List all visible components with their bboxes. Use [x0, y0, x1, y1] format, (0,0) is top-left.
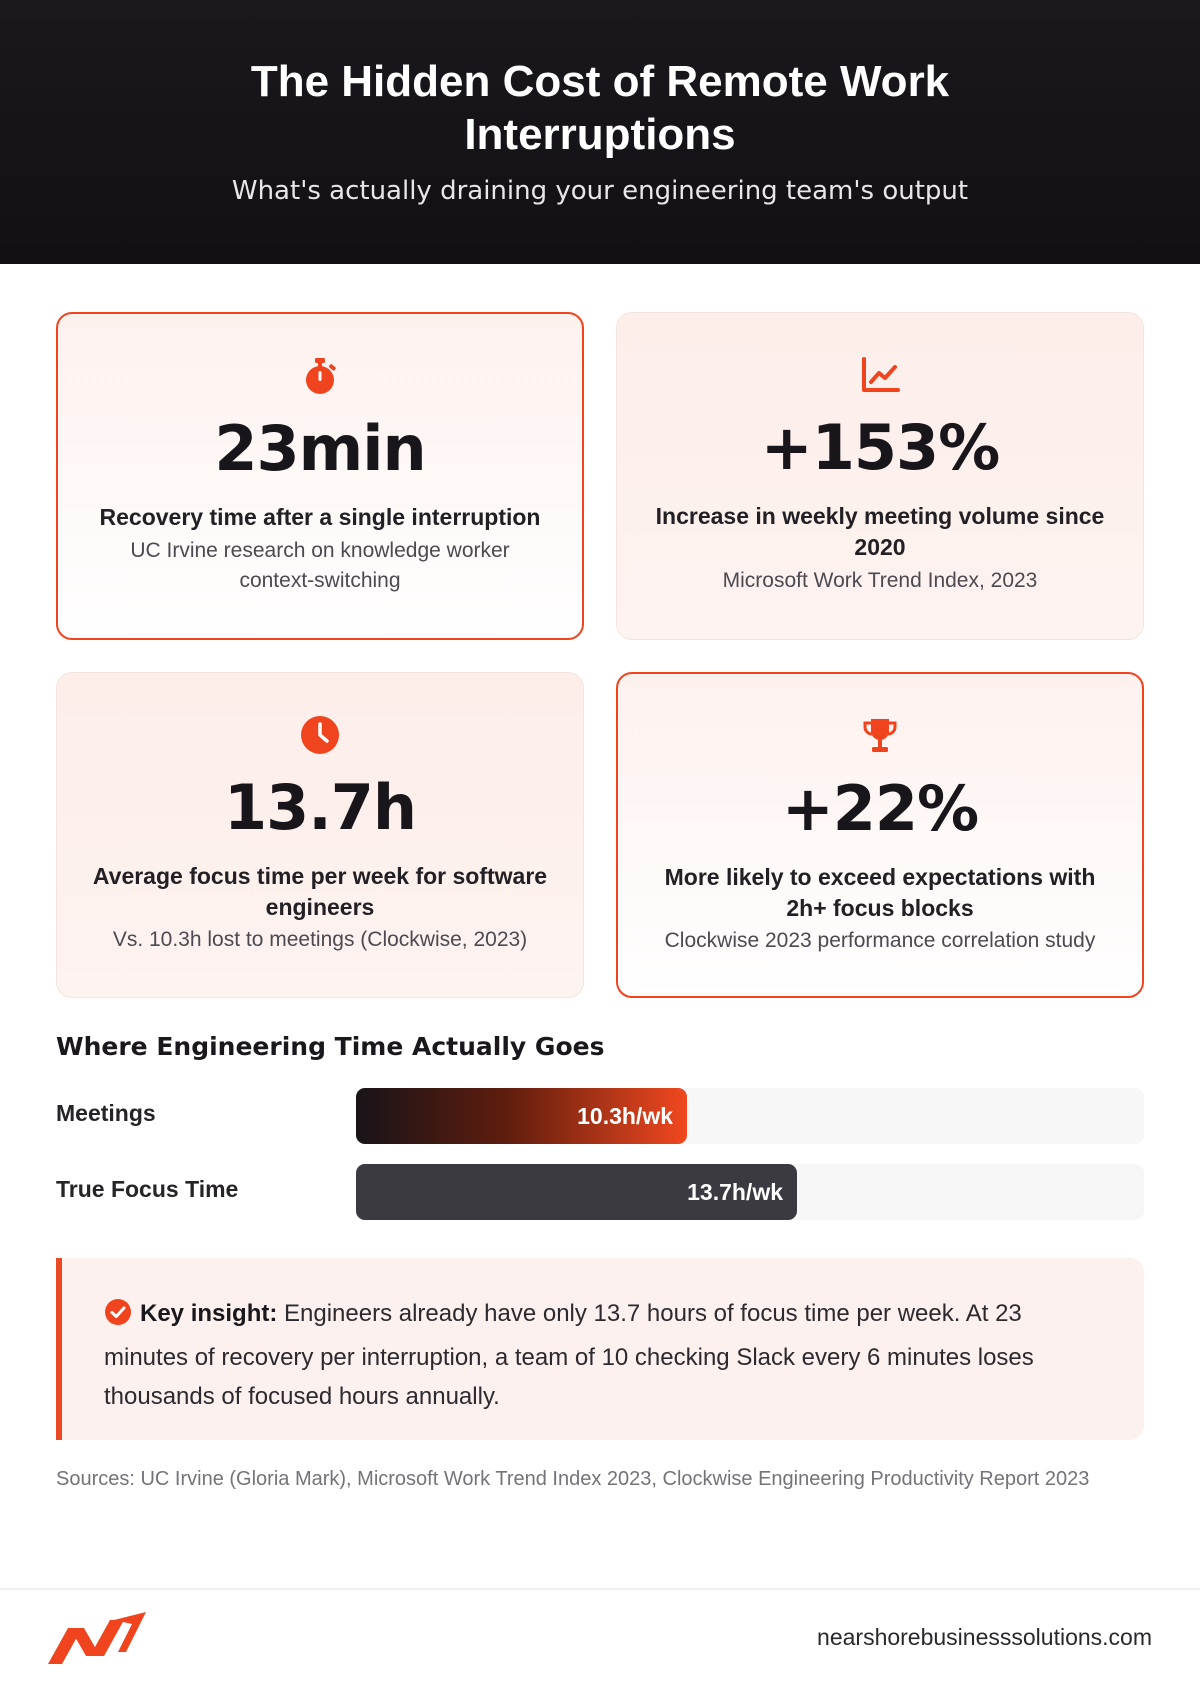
stat-card-focus-time: [56, 672, 584, 998]
stat-value: +22%: [781, 772, 979, 845]
bar-label-focus-time: True Focus Time: [56, 1176, 239, 1202]
insight-text: Engineers already have only 13.7 hours of focus time per week. At 23 minutes of recovery per interruption, a team of 10 checking Slack every 6 minutes loses thousands of focused hours annually.: [104, 1300, 1034, 1410]
stat-source: Vs. 10.3h lost to meetings (Clockwise, 2023): [112, 928, 528, 951]
clock-icon: [57, 715, 583, 755]
sources-note: Sources: UC Irvine (Gloria Mark), Microsoft Work Trend Index 2023, Clockwise Engineering Productivity Report 2023: [56, 1468, 1090, 1490]
stat-source: Clockwise 2023 performance correlation study: [664, 929, 1096, 952]
stat-label: Average focus time per week for software engineers: [92, 863, 548, 920]
insight-text-block: [104, 1294, 1104, 1416]
check-circle-icon: [104, 1298, 132, 1338]
header: [0, 0, 1200, 264]
stat-label: More likely to exceed expectations with 2h+ focus blocks: [664, 864, 1096, 921]
stat-source: Microsoft Work Trend Index, 2023: [722, 569, 1038, 592]
chart-title: Where Engineering Time Actually Goes: [56, 1032, 605, 1061]
key-insight-callout: [56, 1258, 1144, 1440]
bar-track-focus-time: [356, 1164, 1144, 1220]
stat-card-performance: [616, 672, 1144, 998]
bar-value-label: 10.3h/wk: [577, 1103, 673, 1129]
stat-card-meeting-volume: [616, 312, 1144, 640]
stopwatch-icon: [58, 356, 582, 396]
stat-card-recovery-time: [56, 312, 584, 640]
page-subtitle: What's actually draining your engineering team's output: [231, 176, 969, 206]
trophy-icon: [618, 716, 1142, 756]
footer-divider: [0, 1588, 1200, 1590]
insight-lead: Key insight:: [140, 1300, 278, 1327]
website-link[interactable]: nearshorebusinesssolutions.com: [817, 1624, 1152, 1650]
stat-value: 13.7h: [223, 771, 417, 844]
stat-source: UC Irvine research on knowledge worker context-switching: [130, 539, 510, 592]
stat-value: 23min: [214, 412, 426, 485]
brand-logo: [48, 1612, 146, 1664]
bar-value-label: 13.7h/wk: [687, 1179, 783, 1205]
bar-focus-time: [356, 1164, 797, 1220]
stat-label: Recovery time after a single interruption: [99, 504, 541, 530]
bar-meetings: [356, 1088, 687, 1144]
stat-label: Increase in weekly meeting volume since 2020: [655, 503, 1105, 560]
page-title: The Hidden Cost of Remote Work Interruptions: [250, 57, 950, 159]
line-chart-icon: [617, 355, 1143, 395]
bar-track-meetings: [356, 1088, 1144, 1144]
stat-value: +153%: [760, 411, 1000, 484]
bar-label-meetings: Meetings: [56, 1100, 156, 1126]
